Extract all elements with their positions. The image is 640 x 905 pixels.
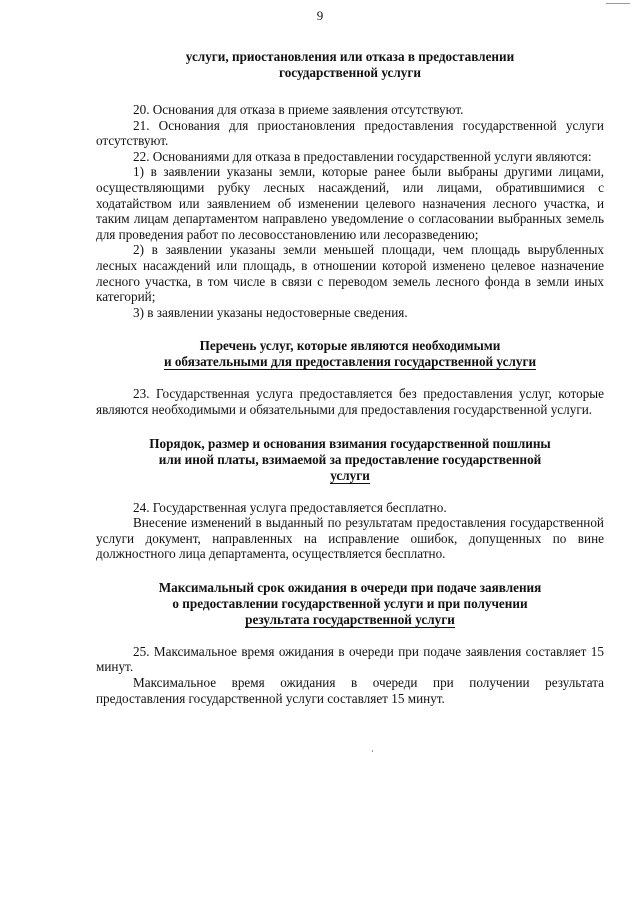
- document-body: [96, 49, 604, 706]
- page-number: 9: [316, 8, 324, 23]
- scan-speck: [372, 750, 373, 752]
- paragraph-25-b: Максимальное время ожидания в очереди при получении результата предоставления государственной услуги составляет 15 минут.: [96, 675, 604, 706]
- paragraph-22: 22. Основаниями для отказа в предоставлении государственной услуги являются:: [133, 148, 592, 164]
- paragraph-22-item-1: 1) в заявлении указаны земли, которые ранее были выбраны другими лицами, осуществляющими рубку лесных насаждений, или лицами, обратившимися с ходатайством или заявлением об изменении целевого назначения лесного участка, и таким лицам департаментом направлено уведомление о согласовании выбранных земель для проведения работ по лесовосстановлению или лесоразведению;: [96, 164, 604, 242]
- paragraph-21: 21. Основания для приостановления предоставления государственной услуги отсутствуют.: [96, 117, 604, 149]
- heading-fee: Порядок, размер и основания взимания государственной пошлины или иной платы, взимаемой за предоставление государственной услуги: [149, 435, 551, 483]
- paragraph-20: 20. Основания для отказа в приеме заявления отсутствуют.: [133, 102, 464, 117]
- paragraph-24-b: Внесение изменений в выданный по результатам предоставления государственной услуги документ, направленных на исправление ошибок, допущенных по вине должностного лица департамента, осуществляется бесплатно.: [96, 515, 604, 562]
- corner-mark: [606, 3, 630, 4]
- paragraph-22-item-3: 3) в заявлении указаны недостоверные сведения.: [133, 304, 408, 320]
- heading-queue-time: Максимальный срок ожидания в очереди при подаче заявления о предоставлении государственной услуги и при получении результата государственной услуги: [158, 579, 542, 627]
- paragraph-23: 23. Государственная услуга предоставляется без предоставления услуг, которые являются необходимыми и обязательными для предоставления государственной услуги.: [96, 386, 604, 417]
- paragraph-25: 25. Максимальное время ожидания в очереди при подаче заявления составляет 15 минут.: [96, 643, 604, 675]
- heading-refusal-grounds: услуги, приостановления или отказа в предоставлении государственной услуги: [185, 49, 515, 80]
- heading-required-services: Перечень услуг, которые являются необходимыми и обязательными для предоставления государственной услуги: [163, 338, 537, 370]
- paragraph-24: 24. Государственная услуга предоставляется бесплатно.: [133, 499, 447, 515]
- paragraph-22-item-2: 2) в заявлении указаны земли меньшей площади, чем площадь вырубленных лесных насаждений или площадь, в отношении которой изменено целевое назначение лесного участка, в том числе в связи с переводом земель лесного фонда в земли иных категорий;: [96, 242, 604, 305]
